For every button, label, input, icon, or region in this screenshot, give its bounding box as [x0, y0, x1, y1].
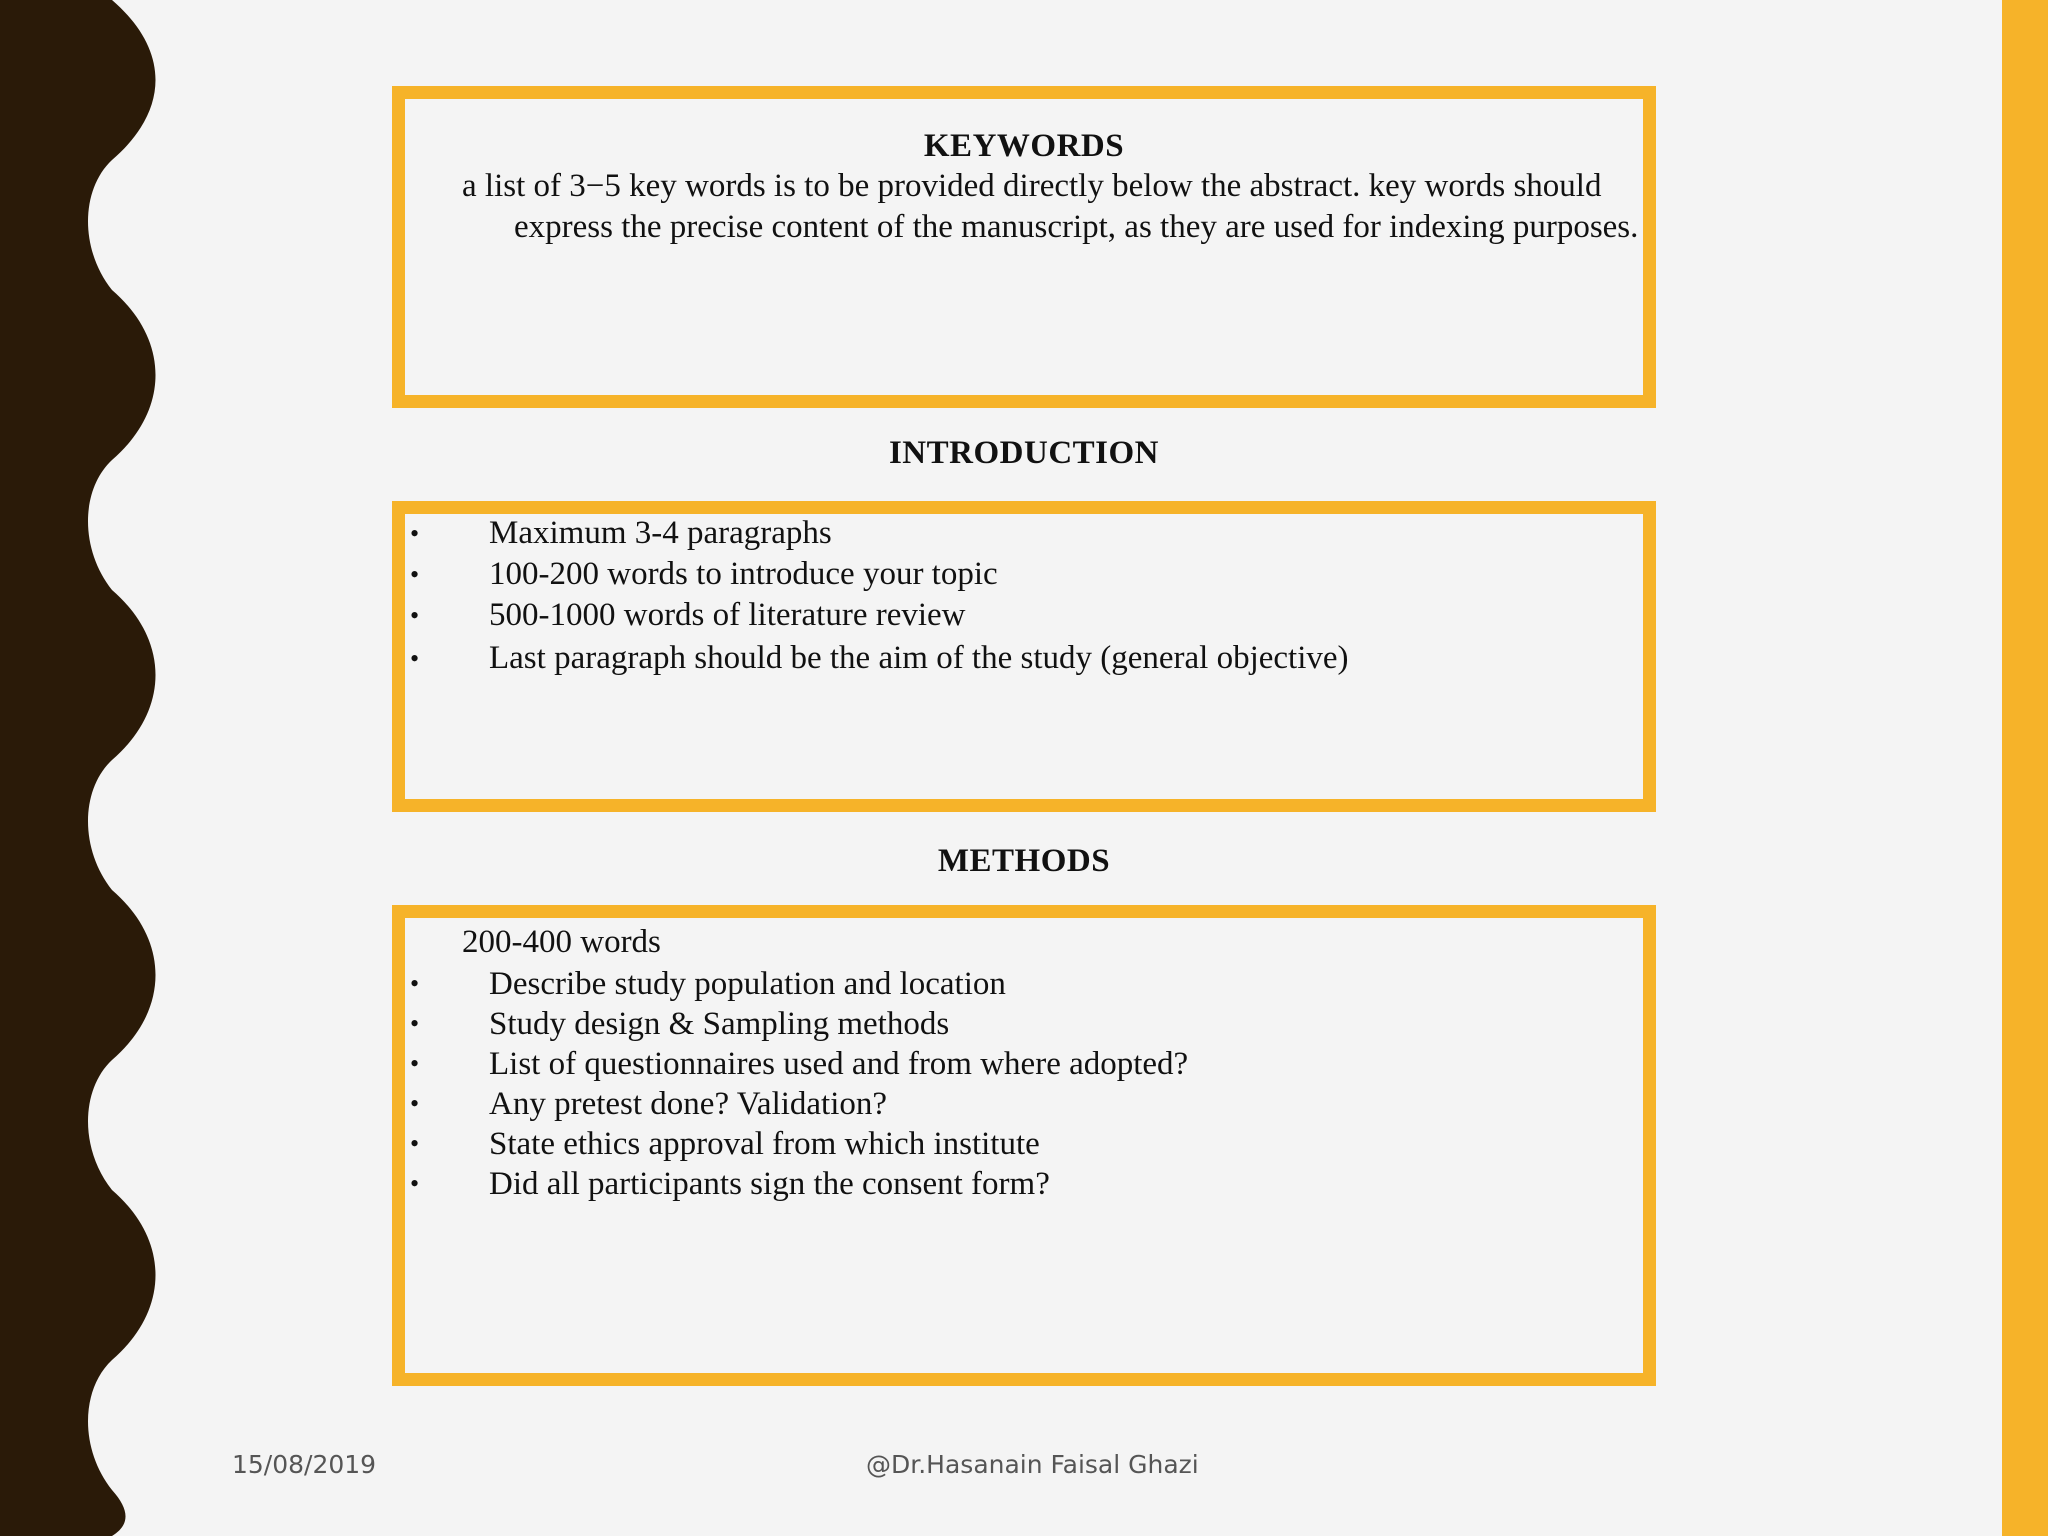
footer-author: @Dr.Hasanain Faisal Ghazi [866, 1450, 1199, 1479]
list-item-text: Study design & Sampling methods [489, 1006, 950, 1042]
list-item-text: 100-200 words to introduce your topic [489, 556, 998, 592]
list-item-text: List of questionnaires used and from where adopted? [489, 1046, 1189, 1082]
list-item [408, 1084, 1188, 1124]
bullet: • [410, 1169, 420, 1198]
list-item-text: 500-1000 words of literature review [489, 597, 966, 633]
right-accent-bar [2002, 0, 2048, 1536]
list-item-text: Any pretest done? Validation? [489, 1086, 888, 1122]
bullet: • [410, 601, 420, 630]
keywords-text: a list of 3−5 key words is to be provided directly below the abstract. key words should express the precise content of the manuscript, as they are used for indexing purposes. [462, 168, 1639, 245]
bullet: • [410, 560, 420, 589]
methods-list [408, 964, 1188, 1204]
list-item [408, 513, 1349, 554]
footer-date: 15/08/2019 [232, 1450, 377, 1479]
list-item [408, 554, 1349, 595]
bullet: • [410, 1129, 420, 1158]
list-item [408, 1164, 1188, 1204]
bullet: • [410, 519, 420, 548]
introduction-list [408, 513, 1349, 679]
list-item-text: Describe study population and location [489, 966, 1006, 1002]
bullet: • [410, 644, 420, 673]
list-item-text: State ethics approval from which institute [489, 1126, 1040, 1162]
list-item-text: Maximum 3-4 paragraphs [489, 515, 832, 551]
list-item-text: Did all participants sign the consent form? [489, 1166, 1050, 1202]
bullet: • [410, 969, 420, 998]
bullet: • [410, 1009, 420, 1038]
list-item [408, 595, 1349, 636]
methods-word-count: 200-400 words [462, 924, 661, 960]
list-item [408, 638, 1349, 679]
list-item [408, 1044, 1188, 1084]
list-item [408, 1124, 1188, 1164]
bullet: • [410, 1089, 420, 1118]
decorative-wave-border [0, 0, 170, 1536]
bullet: • [410, 1049, 420, 1078]
keywords-heading: KEYWORDS [923, 128, 1125, 164]
list-item-text: Last paragraph should be the aim of the study (general objective) [489, 640, 1349, 676]
introduction-heading: INTRODUCTION [888, 435, 1160, 471]
list-item [408, 1004, 1188, 1044]
methods-heading: METHODS [937, 843, 1111, 879]
list-item [408, 964, 1188, 1004]
